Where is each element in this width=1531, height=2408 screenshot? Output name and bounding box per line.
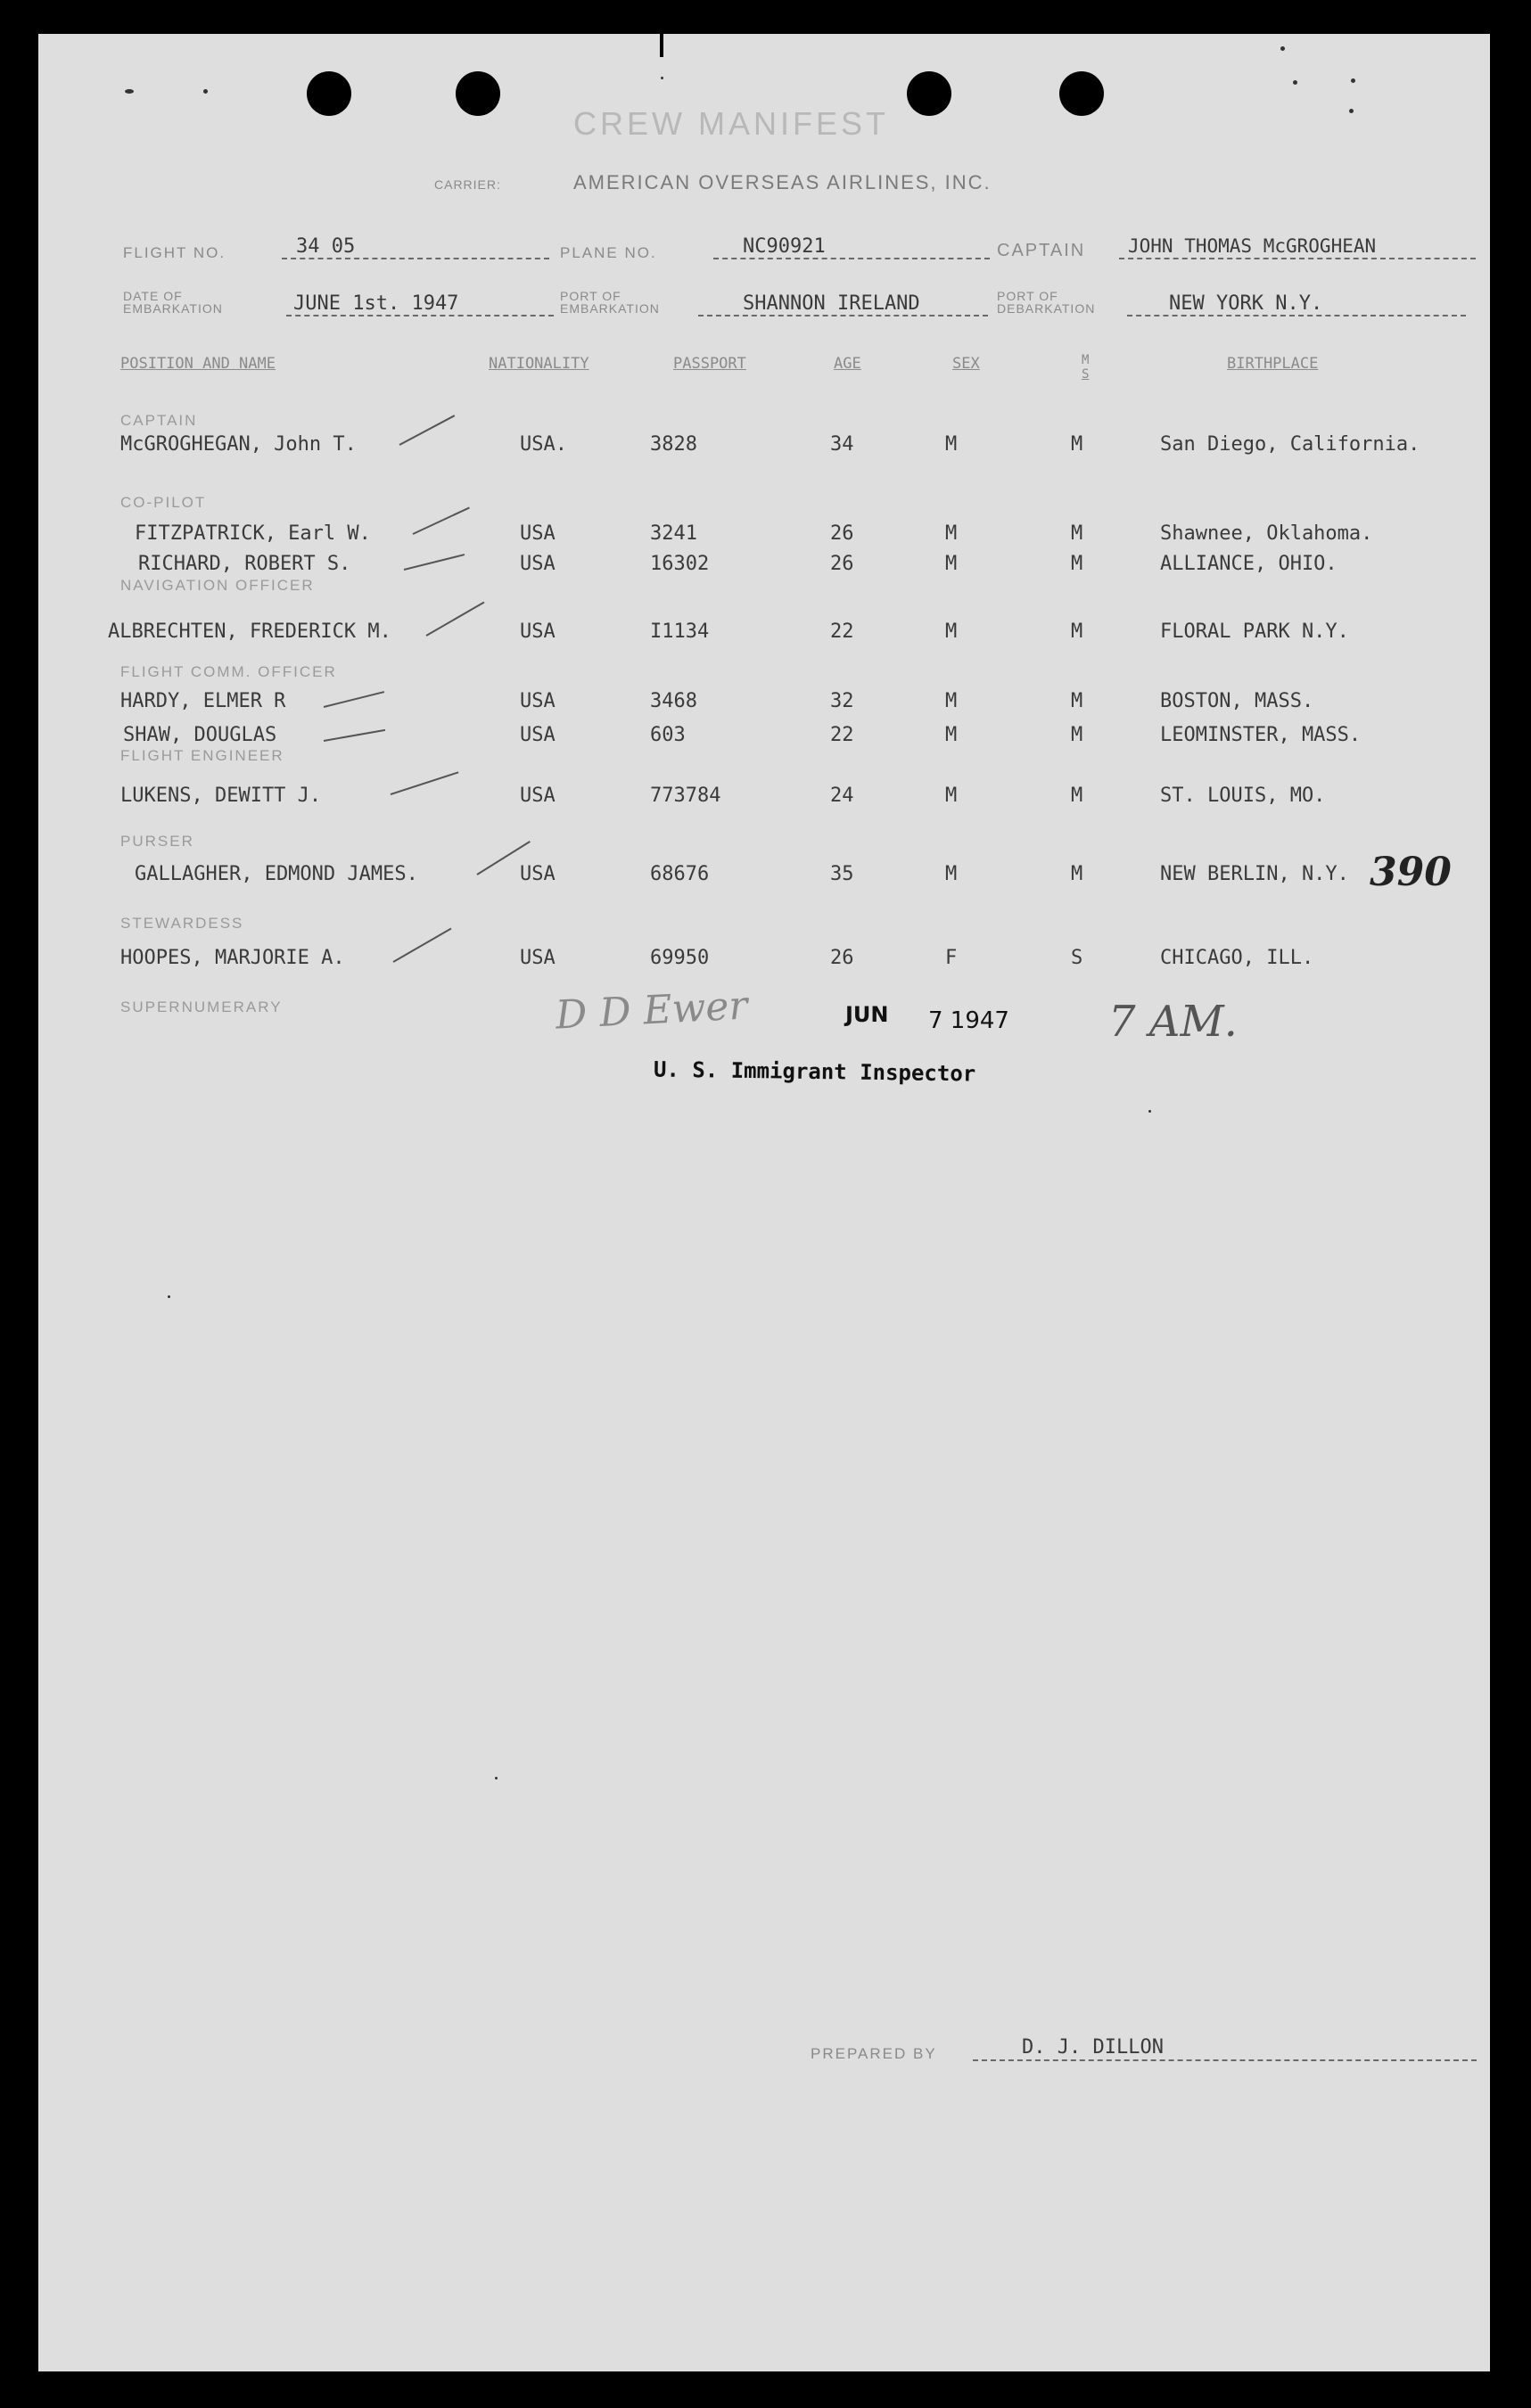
port-emb-value: SHANNON IRELAND	[743, 292, 920, 315]
crew-passport: 3828	[650, 433, 697, 456]
crew-birthplace: San Diego, California.	[1160, 433, 1420, 456]
date-underline	[286, 315, 554, 316]
crew-birthplace: CHICAGO, ILL.	[1160, 947, 1314, 969]
col-nationality: NATIONALITY	[489, 355, 589, 373]
port-deb-label-2: DEBARKATION	[997, 301, 1096, 316]
page-number: 390	[1370, 850, 1452, 895]
flight-label: FLIGHT NO.	[123, 244, 226, 261]
crew-nationality: USA	[520, 863, 556, 885]
check-mark	[399, 415, 456, 446]
carrier-label: CARRIER:	[434, 177, 501, 192]
date-label-2: EMBARKATION	[123, 301, 223, 316]
port-deb-underline	[1127, 315, 1466, 316]
plane-underline	[713, 258, 990, 259]
check-mark	[413, 507, 470, 535]
crew-name: LUKENS, DEWITT J.	[120, 785, 322, 807]
plane-label: PLANE NO.	[560, 244, 657, 261]
port-deb-label-1: PORT OF	[997, 289, 1058, 303]
stamp-day-year: 7 1947	[928, 1007, 1009, 1034]
col-marital-2: S	[1082, 367, 1090, 382]
check-mark	[391, 771, 459, 795]
speck	[661, 77, 663, 79]
col-marital-1: M	[1082, 353, 1090, 367]
captain-value: JOHN THOMAS McGROGHEAN	[1128, 235, 1377, 257]
date-value: JUNE 1st. 1947	[293, 292, 459, 315]
crew-name: SHAW, DOUGLAS	[123, 724, 277, 746]
role-navigation: NAVIGATION OFFICER	[120, 577, 315, 594]
speck	[203, 89, 208, 94]
port-deb-value: NEW YORK N.Y.	[1169, 292, 1323, 315]
date-label-1: DATE OF	[123, 289, 183, 303]
speck	[660, 34, 663, 57]
role-supernumerary: SUPERNUMERARY	[120, 999, 283, 1015]
speck	[1293, 80, 1297, 85]
crew-sex: M	[945, 522, 958, 545]
crew-sex: M	[945, 724, 958, 746]
crew-name: FITZPATRICK, Earl W.	[135, 522, 371, 545]
crew-sex: M	[945, 553, 958, 575]
crew-birthplace: NEW BERLIN, N.Y.	[1160, 863, 1349, 885]
col-position-name: POSITION AND NAME	[120, 355, 276, 373]
role-flight-engineer: FLIGHT ENGINEER	[120, 747, 284, 764]
crew-marital: S	[1071, 947, 1083, 969]
crew-sex: M	[945, 785, 958, 807]
crew-sex: M	[945, 620, 958, 643]
captain-label: CAPTAIN	[997, 241, 1086, 260]
crew-nationality: USA	[520, 553, 556, 575]
crew-age: 22	[830, 620, 854, 643]
crew-birthplace: ST. LOUIS, MO.	[1160, 785, 1326, 807]
stamp-month: JUN	[845, 1002, 889, 1027]
crew-age: 22	[830, 724, 854, 746]
crew-passport: 68676	[650, 863, 710, 885]
binder-hole	[456, 71, 500, 116]
binder-hole	[907, 71, 951, 116]
crew-age: 26	[830, 553, 854, 575]
check-mark	[426, 602, 485, 637]
crew-nationality: USA	[520, 522, 556, 545]
crew-nationality: USA	[520, 724, 556, 746]
crew-age: 32	[830, 690, 854, 712]
plane-value: NC90921	[743, 235, 826, 258]
manifest-title: CREW MANIFEST	[573, 105, 889, 142]
role-flight-comm: FLIGHT COMM. OFFICER	[120, 663, 337, 680]
crew-passport: 603	[650, 724, 686, 746]
crew-birthplace: BOSTON, MASS.	[1160, 690, 1314, 712]
speck	[1349, 109, 1354, 113]
crew-name: McGROGHEGAN, John T.	[120, 433, 357, 456]
flight-value: 34 05	[296, 235, 356, 258]
crew-birthplace: Shawnee, Oklahoma.	[1160, 522, 1373, 545]
port-emb-underline	[698, 315, 988, 316]
flight-underline	[282, 258, 549, 259]
speck	[1148, 1110, 1151, 1113]
check-mark	[324, 691, 384, 708]
inspector-title: U. S. Immigrant Inspector	[653, 1056, 976, 1087]
speck	[168, 1295, 170, 1298]
crew-nationality: USA	[520, 785, 556, 807]
speck	[125, 89, 134, 94]
crew-marital: M	[1071, 620, 1083, 643]
crew-marital: M	[1071, 690, 1083, 712]
crew-sex: F	[945, 947, 958, 969]
crew-marital: M	[1071, 785, 1083, 807]
col-age: AGE	[834, 355, 861, 373]
crew-passport: 69950	[650, 947, 710, 969]
crew-age: 24	[830, 785, 854, 807]
prepared-by-value: D. J. DILLON	[1022, 2036, 1164, 2059]
role-purser: PURSER	[120, 833, 194, 850]
check-mark	[393, 928, 452, 963]
carrier-value: AMERICAN OVERSEAS AIRLINES, INC.	[573, 171, 992, 193]
prepared-by-label: PREPARED BY	[811, 2045, 937, 2062]
crew-nationality: USA	[520, 690, 556, 712]
check-mark	[324, 729, 385, 742]
crew-age: 34	[830, 433, 854, 456]
role-captain: CAPTAIN	[120, 412, 198, 429]
speck	[1351, 78, 1355, 83]
col-birthplace: BIRTHPLACE	[1227, 355, 1319, 373]
crew-marital: M	[1071, 522, 1083, 545]
col-sex: SEX	[952, 355, 980, 373]
check-mark	[404, 554, 465, 571]
binder-hole	[307, 71, 351, 116]
crew-name: HOOPES, MARJORIE A.	[120, 947, 345, 969]
crew-age: 26	[830, 522, 854, 545]
manifest-sheet	[38, 34, 1490, 2371]
crew-passport: I1134	[650, 620, 710, 643]
crew-nationality: USA.	[520, 433, 567, 456]
role-copilot: CO-PILOT	[120, 494, 207, 511]
captain-underline	[1119, 258, 1476, 259]
crew-sex: M	[945, 433, 958, 456]
speck	[495, 1777, 498, 1779]
col-passport: PASSPORT	[673, 355, 746, 373]
crew-marital: M	[1071, 724, 1083, 746]
crew-birthplace: LEOMINSTER, MASS.	[1160, 724, 1362, 746]
crew-sex: M	[945, 690, 958, 712]
crew-birthplace: ALLIANCE, OHIO.	[1160, 553, 1338, 575]
crew-birthplace: FLORAL PARK N.Y.	[1160, 620, 1349, 643]
role-stewardess: STEWARDESS	[120, 915, 244, 932]
crew-nationality: USA	[520, 947, 556, 969]
crew-passport: 16302	[650, 553, 710, 575]
crew-marital: M	[1071, 433, 1083, 456]
crew-sex: M	[945, 863, 958, 885]
binder-hole	[1059, 71, 1104, 116]
crew-nationality: USA	[520, 620, 556, 643]
crew-name: GALLAGHER, EDMOND JAMES.	[135, 863, 418, 885]
crew-name: RICHARD, ROBERT S.	[138, 553, 351, 575]
crew-age: 26	[830, 947, 854, 969]
crew-name: ALBRECHTEN, FREDERICK M.	[108, 620, 391, 643]
crew-name: HARDY, ELMER R	[120, 690, 286, 712]
crew-marital: M	[1071, 863, 1083, 885]
crew-age: 35	[830, 863, 854, 885]
prepared-by-underline	[973, 2059, 1477, 2061]
crew-passport: 3468	[650, 690, 697, 712]
port-emb-label-2: EMBARKATION	[560, 301, 660, 316]
inspector-signature: D D Ewer	[554, 982, 749, 1039]
port-emb-label-1: PORT OF	[560, 289, 621, 303]
time-note: 7 AM.	[1108, 997, 1238, 1047]
crew-marital: M	[1071, 553, 1083, 575]
crew-passport: 773784	[650, 785, 721, 807]
speck	[1280, 46, 1285, 51]
crew-passport: 3241	[650, 522, 697, 545]
